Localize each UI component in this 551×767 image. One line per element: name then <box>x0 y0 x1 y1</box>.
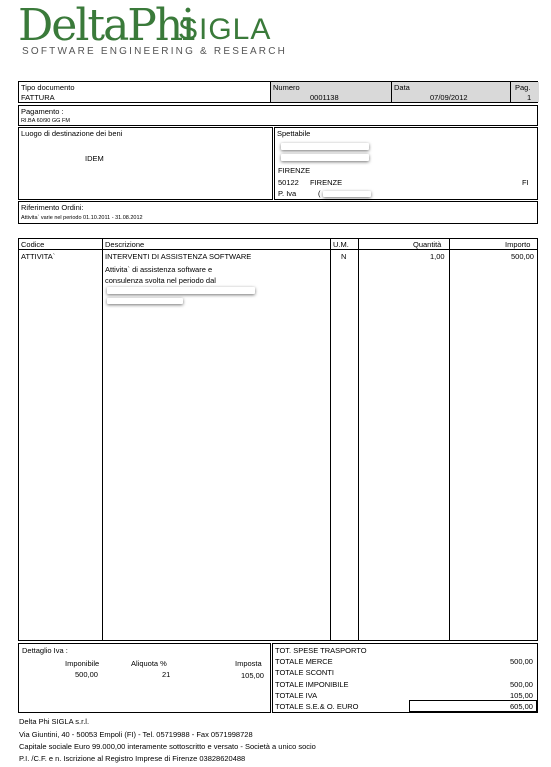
destinazione-box <box>18 127 273 200</box>
tot-imponibile-label: TOTALE IMPONIBILE <box>275 680 349 689</box>
row-codice: ATTIVITA` <box>21 252 56 261</box>
tipo-documento-label: Tipo documento <box>21 83 75 92</box>
col-header-descrizione: Descrizione <box>105 240 145 249</box>
riferimento-value: Attivita` varie nel periodo 01.10.2011 - 31.08.2012 <box>21 215 143 221</box>
tot-merce-label: TOTALE MERCE <box>275 657 333 666</box>
logo-deltaphi: DeltaPhi <box>18 0 194 51</box>
spettabile-city2: FIRENZE <box>310 178 343 187</box>
col-header-quantita: Quantità <box>413 240 442 249</box>
logo-sigla: SIGLA <box>178 13 272 46</box>
pagamento-label: Pagamento : <box>21 107 64 116</box>
tot-finale-value-box <box>409 700 537 712</box>
footer-line-1: Delta Phi SIGLA s.r.l. <box>19 717 90 726</box>
row-importo: 500,00 <box>511 252 534 261</box>
tot-imponibile-value: 500,00 <box>510 680 533 689</box>
data-label: Data <box>394 83 410 92</box>
row-um: N <box>341 252 347 261</box>
dettaglio-iva-box <box>18 643 271 713</box>
tot-iva-label: TOTALE IVA <box>275 691 318 700</box>
tot-finale-value: 605,00 <box>510 702 533 711</box>
tot-finale-label: TOTALE S.E.& O. EURO <box>275 702 359 711</box>
tot-iva-value: 105,00 <box>510 691 533 700</box>
data-value: 07/09/2012 <box>430 93 468 102</box>
logo-subtitle: SOFTWARE ENGINEERING & RESEARCH <box>22 46 288 57</box>
footer-line-3: Capitale sociale Euro 99.000,00 interamente sottoscritto e versato - Società a unico socio <box>19 742 316 751</box>
numero-label: Numero <box>273 83 300 92</box>
col-header-codice: Codice <box>21 240 45 249</box>
piva-prefix: ( <box>318 189 321 198</box>
piva-label: P. Iva <box>278 189 297 198</box>
redacted-piva <box>323 191 371 197</box>
tipo-documento-value: FATTURA <box>21 93 55 102</box>
spettabile-cap: 50122 <box>278 178 299 187</box>
items-table <box>18 238 538 641</box>
iva-aliquota-label: Aliquota % <box>131 659 167 668</box>
col-header-um: U.M. <box>333 240 349 249</box>
iva-aliquota-value: 21 <box>162 670 171 679</box>
tot-sconti-label: TOTALE SCONTI <box>275 668 334 677</box>
footer-line-4: P.I. /C.F. e n. Iscrizione al Registro Imprese di Firenze 03828620488 <box>19 754 246 763</box>
pag-value: 1 <box>527 93 532 102</box>
redacted-address <box>281 154 369 161</box>
row-descr3: consulenza svolta nel periodo dal <box>105 276 216 285</box>
row-quantita: 1,00 <box>430 252 445 261</box>
destinazione-label: Luogo di destinazione dei beni <box>21 129 123 138</box>
tot-spese-trasporto: TOT. SPESE TRASPORTO <box>275 646 367 655</box>
numero-value: 0001138 <box>310 93 339 102</box>
tot-merce-value: 500,00 <box>510 657 533 666</box>
riferimento-label: Riferimento Ordini: <box>21 203 84 212</box>
iva-imposta-label: Imposta <box>235 659 262 668</box>
header-row <box>18 81 538 103</box>
redacted-description-1 <box>107 287 255 294</box>
iva-imponibile-value: 500,00 <box>75 670 98 679</box>
footer-line-2: Via Giuntini, 40 - 50053 Empoli (FI) - Tel. 05719988 - Fax 0571998728 <box>19 730 253 739</box>
iva-imponibile-label: Imponibile <box>65 659 100 668</box>
col-header-importo: Importo <box>505 240 531 249</box>
spettabile-prov: FI <box>522 178 529 187</box>
spettabile-city: FIRENZE <box>278 166 311 175</box>
pagamento-value: RI.BA 60/90 GG FM <box>21 118 70 124</box>
destinazione-value: IDEM <box>85 154 104 163</box>
spettabile-box <box>274 127 538 200</box>
riferimento-box <box>18 201 538 224</box>
totali-box <box>272 643 538 713</box>
pagamento-box <box>18 105 538 126</box>
redacted-name <box>281 143 369 150</box>
iva-label: Dettaglio Iva : <box>22 646 68 655</box>
redacted-description-2 <box>107 298 183 304</box>
iva-imposta-value: 105,00 <box>241 671 264 680</box>
pag-label: Pag. <box>515 83 531 92</box>
spettabile-label: Spettabile <box>277 129 311 138</box>
row-descr2: Attivita` di assistenza software e <box>105 265 213 274</box>
row-descr1: INTERVENTI DI ASSISTENZA SOFTWARE <box>105 252 252 261</box>
